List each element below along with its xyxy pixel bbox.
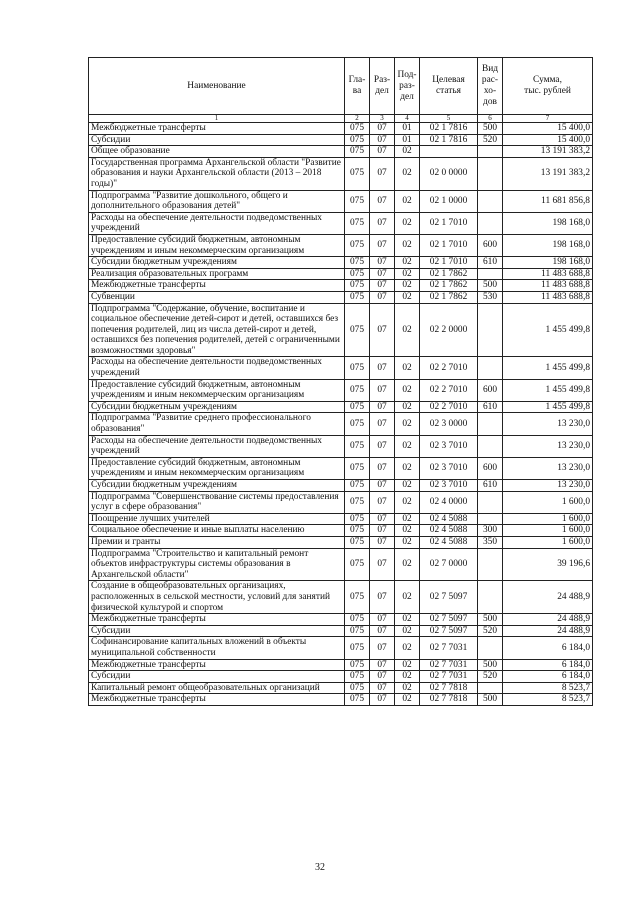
row-glava-cell: 075	[345, 379, 370, 401]
row-target-cell: 02 7 7031	[420, 671, 478, 683]
header-vid: Вид рас- хо- дов	[478, 58, 503, 115]
row-razdel-cell: 07	[370, 280, 395, 292]
row-glava-cell: 075	[345, 357, 370, 379]
column-number: 7	[503, 115, 593, 123]
row-podrazdel-cell: 02	[395, 614, 420, 626]
row-razdel-cell: 07	[370, 637, 395, 659]
row-vid-cell: 520	[478, 671, 503, 683]
row-vid-cell	[478, 357, 503, 379]
row-vid-cell: 300	[478, 525, 503, 537]
row-podrazdel-cell: 01	[395, 134, 420, 146]
row-podrazdel-cell: 02	[395, 457, 420, 479]
table-row	[89, 435, 593, 457]
row-vid-cell: 500	[478, 123, 503, 135]
row-razdel-cell: 07	[370, 614, 395, 626]
page-number: 32	[315, 862, 325, 873]
row-sum-cell: 11 483 688,8	[503, 280, 593, 292]
table-row	[89, 513, 593, 525]
row-glava-cell: 075	[345, 659, 370, 671]
table-row	[89, 401, 593, 413]
row-glava-cell: 075	[345, 190, 370, 212]
row-glava-cell: 075	[345, 682, 370, 694]
row-podrazdel-cell: 02	[395, 525, 420, 537]
row-name-cell: Расходы на обеспечение деятельности подведомственных учреждений	[89, 212, 345, 234]
row-target-cell: 02 1 0000	[420, 190, 478, 212]
row-sum-cell: 13 230,0	[503, 457, 593, 479]
row-podrazdel-cell: 02	[395, 581, 420, 614]
row-sum-cell: 11 681 856,8	[503, 190, 593, 212]
row-name-cell: Реализация образовательных программ	[89, 268, 345, 280]
row-target-cell: 02 1 7862	[420, 291, 478, 303]
row-name-cell: Субсидии бюджетным учреждениям	[89, 480, 345, 492]
row-sum-cell: 13 230,0	[503, 435, 593, 457]
row-sum-cell: 1 600,0	[503, 525, 593, 537]
table-row	[89, 268, 593, 280]
table-row	[89, 659, 593, 671]
row-target-cell: 02 3 7010	[420, 457, 478, 479]
row-glava-cell: 075	[345, 637, 370, 659]
row-target-cell: 02 2 0000	[420, 303, 478, 357]
row-sum-cell: 1 455 499,8	[503, 401, 593, 413]
row-podrazdel-cell: 02	[395, 291, 420, 303]
budget-table	[88, 57, 593, 706]
row-podrazdel-cell: 02	[395, 671, 420, 683]
table-row	[89, 682, 593, 694]
row-sum-cell: 13 191 383,2	[503, 157, 593, 190]
column-number: 5	[420, 115, 478, 123]
row-razdel-cell: 07	[370, 413, 395, 435]
table-row	[89, 190, 593, 212]
row-glava-cell: 075	[345, 614, 370, 626]
row-name-cell: Поощрение лучших учителей	[89, 513, 345, 525]
table-row	[89, 280, 593, 292]
row-vid-cell: 600	[478, 379, 503, 401]
row-vid-cell: 600	[478, 457, 503, 479]
row-vid-cell	[478, 637, 503, 659]
table-row	[89, 525, 593, 537]
row-sum-cell: 1 600,0	[503, 536, 593, 548]
row-glava-cell: 075	[345, 157, 370, 190]
row-glava-cell: 075	[345, 413, 370, 435]
row-target-cell: 02 3 7010	[420, 435, 478, 457]
row-target-cell: 02 1 7816	[420, 123, 478, 135]
row-glava-cell: 075	[345, 581, 370, 614]
row-name-cell: Субсидии бюджетным учреждениям	[89, 401, 345, 413]
row-sum-cell: 1 455 499,8	[503, 379, 593, 401]
header-podrazdel: Под- раз- дел	[395, 58, 420, 115]
row-vid-cell: 500	[478, 659, 503, 671]
row-vid-cell	[478, 682, 503, 694]
row-name-cell: Подпрограмма "Развитие дошкольного, общего и дополнительного образования детей"	[89, 190, 345, 212]
row-sum-cell: 13 230,0	[503, 413, 593, 435]
table-row	[89, 625, 593, 637]
row-podrazdel-cell: 02	[395, 268, 420, 280]
row-sum-cell: 198 168,0	[503, 212, 593, 234]
row-sum-cell: 1 600,0	[503, 491, 593, 513]
row-sum-cell: 39 196,6	[503, 548, 593, 581]
table-row	[89, 157, 593, 190]
table-row	[89, 234, 593, 256]
row-name-cell: Подпрограмма "Развитие среднего профессионального образования"	[89, 413, 345, 435]
row-razdel-cell: 07	[370, 682, 395, 694]
row-razdel-cell: 07	[370, 435, 395, 457]
row-glava-cell: 075	[345, 134, 370, 146]
table-row	[89, 146, 593, 158]
row-name-cell: Субвенции	[89, 291, 345, 303]
row-glava-cell: 075	[345, 625, 370, 637]
row-target-cell: 02 7 7818	[420, 682, 478, 694]
row-vid-cell	[478, 212, 503, 234]
column-number: 1	[89, 115, 345, 123]
row-name-cell: Субсидии	[89, 134, 345, 146]
row-target-cell: 02 2 7010	[420, 357, 478, 379]
row-name-cell: Подпрограмма "Строительство и капитальный ремонт объектов инфраструктуры системы образования в Архангельской области"	[89, 548, 345, 581]
row-target-cell: 02 1 7010	[420, 234, 478, 256]
row-name-cell: Расходы на обеспечение деятельности подведомственных учреждений	[89, 357, 345, 379]
row-target-cell: 02 4 5088	[420, 513, 478, 525]
row-name-cell: Подпрограмма "Совершенствование системы предоставления услуг в сфере образования"	[89, 491, 345, 513]
row-name-cell: Расходы на обеспечение деятельности подведомственных учреждений	[89, 435, 345, 457]
row-glava-cell: 075	[345, 435, 370, 457]
row-glava-cell: 075	[345, 480, 370, 492]
row-name-cell: Социальное обеспечение и иные выплаты населению	[89, 525, 345, 537]
row-razdel-cell: 07	[370, 513, 395, 525]
row-podrazdel-cell: 02	[395, 212, 420, 234]
header-target: Целевая статья	[420, 58, 478, 115]
row-podrazdel-cell: 02	[395, 401, 420, 413]
column-number: 6	[478, 115, 503, 123]
row-podrazdel-cell: 02	[395, 536, 420, 548]
row-glava-cell: 075	[345, 291, 370, 303]
row-podrazdel-cell: 02	[395, 190, 420, 212]
row-vid-cell: 610	[478, 480, 503, 492]
row-vid-cell	[478, 548, 503, 581]
row-sum-cell: 13 191 383,2	[503, 146, 593, 158]
header-sum: Сумма, тыс. рублей	[503, 58, 593, 115]
row-sum-cell: 15 400,0	[503, 123, 593, 135]
row-target-cell: 02 7 0000	[420, 548, 478, 581]
row-podrazdel-cell: 02	[395, 280, 420, 292]
row-podrazdel-cell: 02	[395, 548, 420, 581]
row-razdel-cell: 07	[370, 581, 395, 614]
row-sum-cell: 24 488,9	[503, 625, 593, 637]
table-row	[89, 357, 593, 379]
row-vid-cell: 530	[478, 291, 503, 303]
row-razdel-cell: 07	[370, 190, 395, 212]
row-razdel-cell: 07	[370, 659, 395, 671]
row-vid-cell: 610	[478, 257, 503, 269]
row-name-cell: Межбюджетные трансферты	[89, 694, 345, 706]
row-podrazdel-cell: 02	[395, 625, 420, 637]
row-razdel-cell: 07	[370, 123, 395, 135]
table-row	[89, 548, 593, 581]
row-glava-cell: 075	[345, 268, 370, 280]
row-podrazdel-cell: 02	[395, 513, 420, 525]
row-vid-cell	[478, 146, 503, 158]
row-razdel-cell: 07	[370, 357, 395, 379]
row-target-cell: 02 4 0000	[420, 491, 478, 513]
row-target-cell: 02 0 0000	[420, 157, 478, 190]
column-number: 4	[395, 115, 420, 123]
header-name: Наименование	[89, 58, 345, 115]
row-razdel-cell: 07	[370, 212, 395, 234]
table-row	[89, 694, 593, 706]
table-row	[89, 413, 593, 435]
row-podrazdel-cell: 02	[395, 303, 420, 357]
column-number: 3	[370, 115, 395, 123]
row-sum-cell: 8 523,7	[503, 682, 593, 694]
row-vid-cell	[478, 190, 503, 212]
row-glava-cell: 075	[345, 513, 370, 525]
row-podrazdel-cell: 02	[395, 379, 420, 401]
row-vid-cell	[478, 513, 503, 525]
row-target-cell: 02 1 7816	[420, 134, 478, 146]
row-vid-cell	[478, 491, 503, 513]
row-razdel-cell: 07	[370, 625, 395, 637]
row-sum-cell: 198 168,0	[503, 234, 593, 256]
row-name-cell: Субсидии	[89, 671, 345, 683]
header-glava: Гла- ва	[345, 58, 370, 115]
row-razdel-cell: 07	[370, 694, 395, 706]
table-row	[89, 614, 593, 626]
row-podrazdel-cell: 02	[395, 435, 420, 457]
row-sum-cell: 15 400,0	[503, 134, 593, 146]
row-razdel-cell: 07	[370, 157, 395, 190]
row-sum-cell: 11 483 688,8	[503, 291, 593, 303]
row-target-cell: 02 7 5097	[420, 581, 478, 614]
row-glava-cell: 075	[345, 280, 370, 292]
row-vid-cell: 500	[478, 694, 503, 706]
table-row	[89, 671, 593, 683]
row-sum-cell: 6 184,0	[503, 659, 593, 671]
row-target-cell: 02 7 5097	[420, 614, 478, 626]
row-podrazdel-cell: 02	[395, 491, 420, 513]
table-row	[89, 134, 593, 146]
column-number-row	[89, 115, 593, 123]
row-razdel-cell: 07	[370, 491, 395, 513]
row-name-cell: Создание в общеобразовательных организациях, расположенных в сельской местности, условий для занятий физической культурой и спортом	[89, 581, 345, 614]
table-row	[89, 291, 593, 303]
table-header-row	[89, 58, 593, 115]
row-target-cell: 02 7 7818	[420, 694, 478, 706]
row-razdel-cell: 07	[370, 525, 395, 537]
header-razdel: Раз- дел	[370, 58, 395, 115]
row-razdel-cell: 07	[370, 146, 395, 158]
table-row	[89, 123, 593, 135]
row-podrazdel-cell: 02	[395, 146, 420, 158]
row-target-cell: 02 4 5088	[420, 525, 478, 537]
row-vid-cell: 520	[478, 625, 503, 637]
row-target-cell: 02 1 7862	[420, 268, 478, 280]
row-razdel-cell: 07	[370, 268, 395, 280]
row-sum-cell: 24 488,9	[503, 614, 593, 626]
row-name-cell: Межбюджетные трансферты	[89, 614, 345, 626]
row-sum-cell: 198 168,0	[503, 257, 593, 269]
row-podrazdel-cell: 02	[395, 694, 420, 706]
row-vid-cell: 520	[478, 134, 503, 146]
row-target-cell: 02 1 7862	[420, 280, 478, 292]
row-razdel-cell: 07	[370, 234, 395, 256]
table-row	[89, 480, 593, 492]
row-razdel-cell: 07	[370, 379, 395, 401]
row-glava-cell: 075	[345, 536, 370, 548]
row-glava-cell: 075	[345, 491, 370, 513]
row-glava-cell: 075	[345, 548, 370, 581]
row-target-cell: 02 2 7010	[420, 401, 478, 413]
row-razdel-cell: 07	[370, 134, 395, 146]
table-row	[89, 536, 593, 548]
row-podrazdel-cell: 02	[395, 157, 420, 190]
row-name-cell: Межбюджетные трансферты	[89, 659, 345, 671]
row-name-cell: Предоставление субсидий бюджетным, автономным учреждениям и иным некоммерческим организациям	[89, 234, 345, 256]
row-vid-cell: 600	[478, 234, 503, 256]
row-glava-cell: 075	[345, 234, 370, 256]
row-sum-cell: 11 483 688,8	[503, 268, 593, 280]
row-razdel-cell: 07	[370, 291, 395, 303]
row-sum-cell: 6 184,0	[503, 637, 593, 659]
row-podrazdel-cell: 02	[395, 234, 420, 256]
row-target-cell: 02 1 7010	[420, 212, 478, 234]
row-vid-cell: 610	[478, 401, 503, 413]
row-podrazdel-cell: 02	[395, 659, 420, 671]
table-row	[89, 637, 593, 659]
row-podrazdel-cell: 01	[395, 123, 420, 135]
row-name-cell: Предоставление субсидий бюджетным, автономным учреждениям и иным некоммерческим организациям	[89, 457, 345, 479]
row-podrazdel-cell: 02	[395, 682, 420, 694]
table-row	[89, 212, 593, 234]
row-razdel-cell: 07	[370, 671, 395, 683]
row-name-cell: Предоставление субсидий бюджетным, автономным учреждениям и иным некоммерческим организациям	[89, 379, 345, 401]
row-name-cell: Межбюджетные трансферты	[89, 123, 345, 135]
row-sum-cell: 1 455 499,8	[503, 303, 593, 357]
row-target-cell: 02 2 7010	[420, 379, 478, 401]
table-body	[89, 123, 593, 706]
row-sum-cell: 1 455 499,8	[503, 357, 593, 379]
row-sum-cell: 8 523,7	[503, 694, 593, 706]
row-name-cell: Межбюджетные трансферты	[89, 280, 345, 292]
row-razdel-cell: 07	[370, 257, 395, 269]
row-target-cell: 02 3 7010	[420, 480, 478, 492]
row-name-cell: Подпрограмма "Содержание, обучение, воспитание и социальное обеспечение детей-сирот и детей, оставшихся без попечения родителей, лиц из числа детей-сирот и детей, оставшихся без попечения родителей, детей с ограниченными возможностями здоровья"	[89, 303, 345, 357]
row-vid-cell	[478, 435, 503, 457]
row-razdel-cell: 07	[370, 303, 395, 357]
row-target-cell: 02 7 7031	[420, 659, 478, 671]
table-row	[89, 257, 593, 269]
row-name-cell: Премии и гранты	[89, 536, 345, 548]
row-glava-cell: 075	[345, 146, 370, 158]
row-name-cell: Государственная программа Архангельской области "Развитие образования и науки Архангельской области (2013 – 2018 годы)"	[89, 157, 345, 190]
row-vid-cell: 500	[478, 280, 503, 292]
table-row	[89, 581, 593, 614]
row-target-cell: 02 7 5097	[420, 625, 478, 637]
row-name-cell: Общее образование	[89, 146, 345, 158]
row-podrazdel-cell: 02	[395, 357, 420, 379]
row-target-cell	[420, 146, 478, 158]
row-name-cell: Капитальный ремонт общеобразовательных организаций	[89, 682, 345, 694]
row-glava-cell: 075	[345, 457, 370, 479]
row-vid-cell	[478, 303, 503, 357]
column-number: 2	[345, 115, 370, 123]
row-razdel-cell: 07	[370, 457, 395, 479]
table-row	[89, 491, 593, 513]
row-name-cell: Субсидии	[89, 625, 345, 637]
row-target-cell: 02 4 5088	[420, 536, 478, 548]
row-vid-cell: 350	[478, 536, 503, 548]
row-razdel-cell: 07	[370, 480, 395, 492]
row-sum-cell: 1 600,0	[503, 513, 593, 525]
row-glava-cell: 075	[345, 694, 370, 706]
row-glava-cell: 075	[345, 525, 370, 537]
row-vid-cell	[478, 581, 503, 614]
row-glava-cell: 075	[345, 123, 370, 135]
row-glava-cell: 075	[345, 257, 370, 269]
row-glava-cell: 075	[345, 303, 370, 357]
row-target-cell: 02 1 7010	[420, 257, 478, 269]
row-podrazdel-cell: 02	[395, 413, 420, 435]
row-podrazdel-cell: 02	[395, 637, 420, 659]
row-sum-cell: 6 184,0	[503, 671, 593, 683]
table-row	[89, 379, 593, 401]
row-podrazdel-cell: 02	[395, 257, 420, 269]
row-vid-cell	[478, 268, 503, 280]
row-target-cell: 02 7 7031	[420, 637, 478, 659]
row-razdel-cell: 07	[370, 536, 395, 548]
row-razdel-cell: 07	[370, 401, 395, 413]
row-glava-cell: 075	[345, 671, 370, 683]
row-vid-cell: 500	[478, 614, 503, 626]
table-row	[89, 457, 593, 479]
row-vid-cell	[478, 413, 503, 435]
row-name-cell: Софинансирование капитальных вложений в объекты муниципальной собственности	[89, 637, 345, 659]
row-sum-cell: 13 230,0	[503, 480, 593, 492]
row-glava-cell: 075	[345, 212, 370, 234]
table-row	[89, 303, 593, 357]
row-glava-cell: 075	[345, 401, 370, 413]
row-name-cell: Субсидии бюджетным учреждениям	[89, 257, 345, 269]
row-razdel-cell: 07	[370, 548, 395, 581]
row-podrazdel-cell: 02	[395, 480, 420, 492]
row-sum-cell: 24 488,9	[503, 581, 593, 614]
row-vid-cell	[478, 157, 503, 190]
row-target-cell: 02 3 0000	[420, 413, 478, 435]
